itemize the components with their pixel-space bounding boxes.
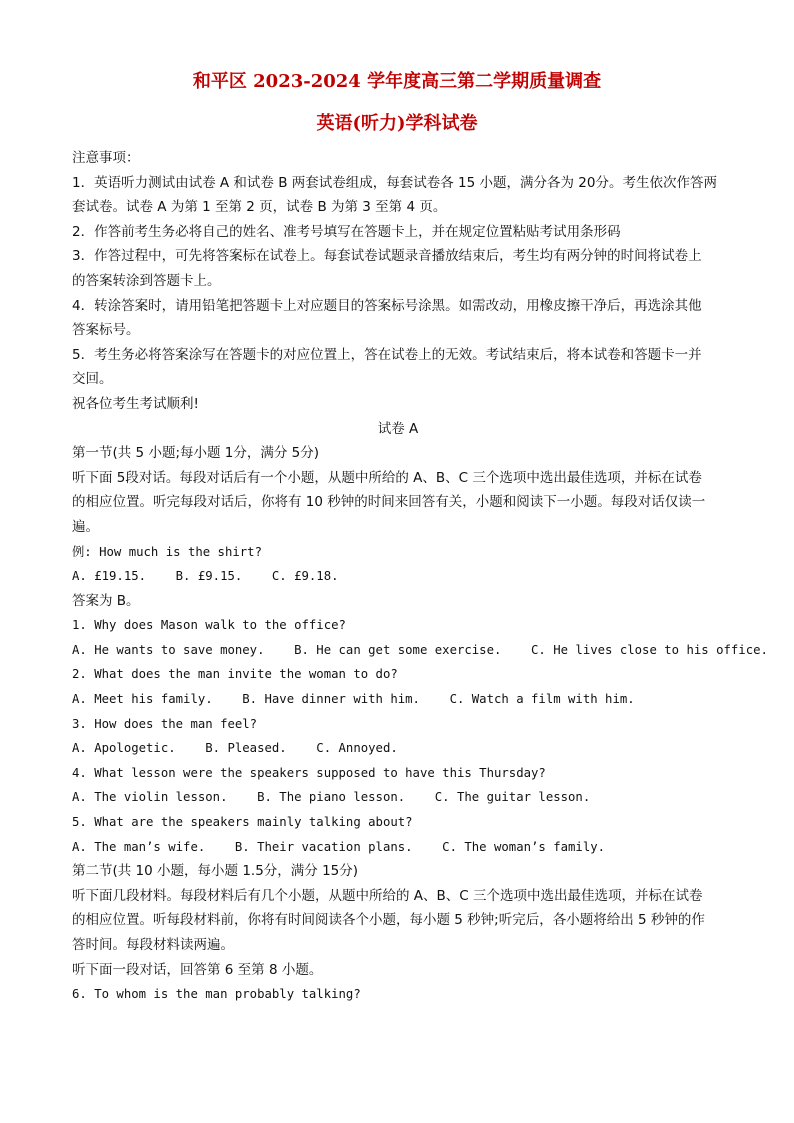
example-answer: 答案为 B。	[72, 592, 140, 609]
section2-lead: 听下面一段对话，回答第 6 至第 8 小题。	[72, 961, 323, 978]
question-text: 6. To whom is the man probably talking?	[72, 987, 361, 1002]
note-line: 1．英语听力测试由试卷 A 和试卷 B 两套试卷组成，每套试卷各 15 小题，满分各为 20分。考生依次作答两	[72, 174, 717, 191]
section1-heading: 第一节(共 5 小题;每小题 1分，满分 5分)	[72, 445, 320, 462]
note-line: 4．转涂答案时，请用铅笔把答题卡上对应题目的答案标号涂黑。如需改动，用橡皮擦干净后，再选涂其他	[72, 297, 702, 314]
section1-instruction: 遍。	[72, 518, 99, 535]
paper-a-label: 试卷 A	[377, 420, 419, 437]
exam-body	[72, 146, 768, 1007]
question-text: 5. What are the speakers mainly talking about?	[72, 815, 413, 830]
question-options: A. Meet his family. B. Have dinner with him. C. Watch a film with him.	[72, 692, 635, 707]
note-line: 交回。	[72, 371, 113, 388]
question-text: 3. How does the man feel?	[72, 716, 258, 731]
question-options: A. Apologetic. B. Pleased. C. Annoyed.	[72, 741, 398, 756]
section2-instruction: 的相应位置。听每段材料前，你将有时间阅读各个小题，每小题 5 秒钟;听完后，各小题将给出 5 秒钟的作	[72, 912, 705, 929]
question-options: A. He wants to save money. B. He can get some exercise. C. He lives close to his office.	[72, 642, 768, 657]
notes-heading: 注意事项：	[72, 150, 140, 166]
question-text: 2. What does the man invite the woman to do?	[72, 667, 398, 682]
blessing-text: 祝各位考生考试顺利!	[72, 395, 199, 412]
section1-instruction: 听下面 5段对话。每段对话后有一个小题，从题中所给的 A、B、C 三个选项中选出最佳选项，并标在试卷	[72, 469, 702, 486]
question-options: A. The man’s wife. B. Their vacation plans. C. The woman’s family.	[72, 839, 606, 854]
exam-title: 和平区 2023-2024 学年度高三第二学期质量调查	[192, 71, 602, 92]
question-text: 1. Why does Mason walk to the office?	[72, 618, 346, 633]
example-options: A. £19.15. B. £9.15. C. £9.18.	[72, 569, 339, 584]
note-line: 套试卷。试卷 A 为第 1 至第 2 页，试卷 B 为第 3 至第 4 页。	[72, 199, 447, 216]
note-line: 答案标号。	[72, 322, 140, 339]
question-options: A. The violin lesson. B. The piano lesson. C. The guitar lesson.	[72, 790, 591, 805]
note-line: 5．考生务必将答案涂写在答题卡的对应位置上，答在试卷上的无效。考试结束后，将本试卷和答题卡一并	[72, 346, 702, 363]
section2-instruction: 答时间。每段材料读两遍。	[72, 937, 234, 953]
note-line: 的答案转涂到答题卡上。	[72, 272, 221, 289]
exam-subtitle: 英语(听力)学科试卷	[316, 113, 478, 134]
section2-heading: 第二节(共 10 小题，每小题 1.5分，满分 15分)	[72, 863, 359, 880]
note-line: 3．作答过程中，可先将答案标在试卷上。每套试卷试题录音播放结束后，考生均有两分钟的时间将试卷上	[72, 248, 702, 265]
section2-instruction: 听下面几段材料。每段材料后有几个小题，从题中所给的 A、B、C 三个选项中选出最佳选项，并标在试卷	[72, 887, 703, 904]
example-question: 例: How much is the shirt?	[72, 544, 262, 559]
note-line: 2．作答前考生务必将自己的姓名、准考号填写在答题卡上，并在规定位置粘贴考试用条形码	[72, 223, 621, 240]
section1-instruction: 的相应位置。听完每段对话后，你将有 10 秒钟的时间来回答有关，小题和阅读下一小题。每段对话仅读一	[72, 494, 706, 511]
question-text: 4. What lesson were the speakers supposed to have this Thursday?	[72, 765, 546, 780]
